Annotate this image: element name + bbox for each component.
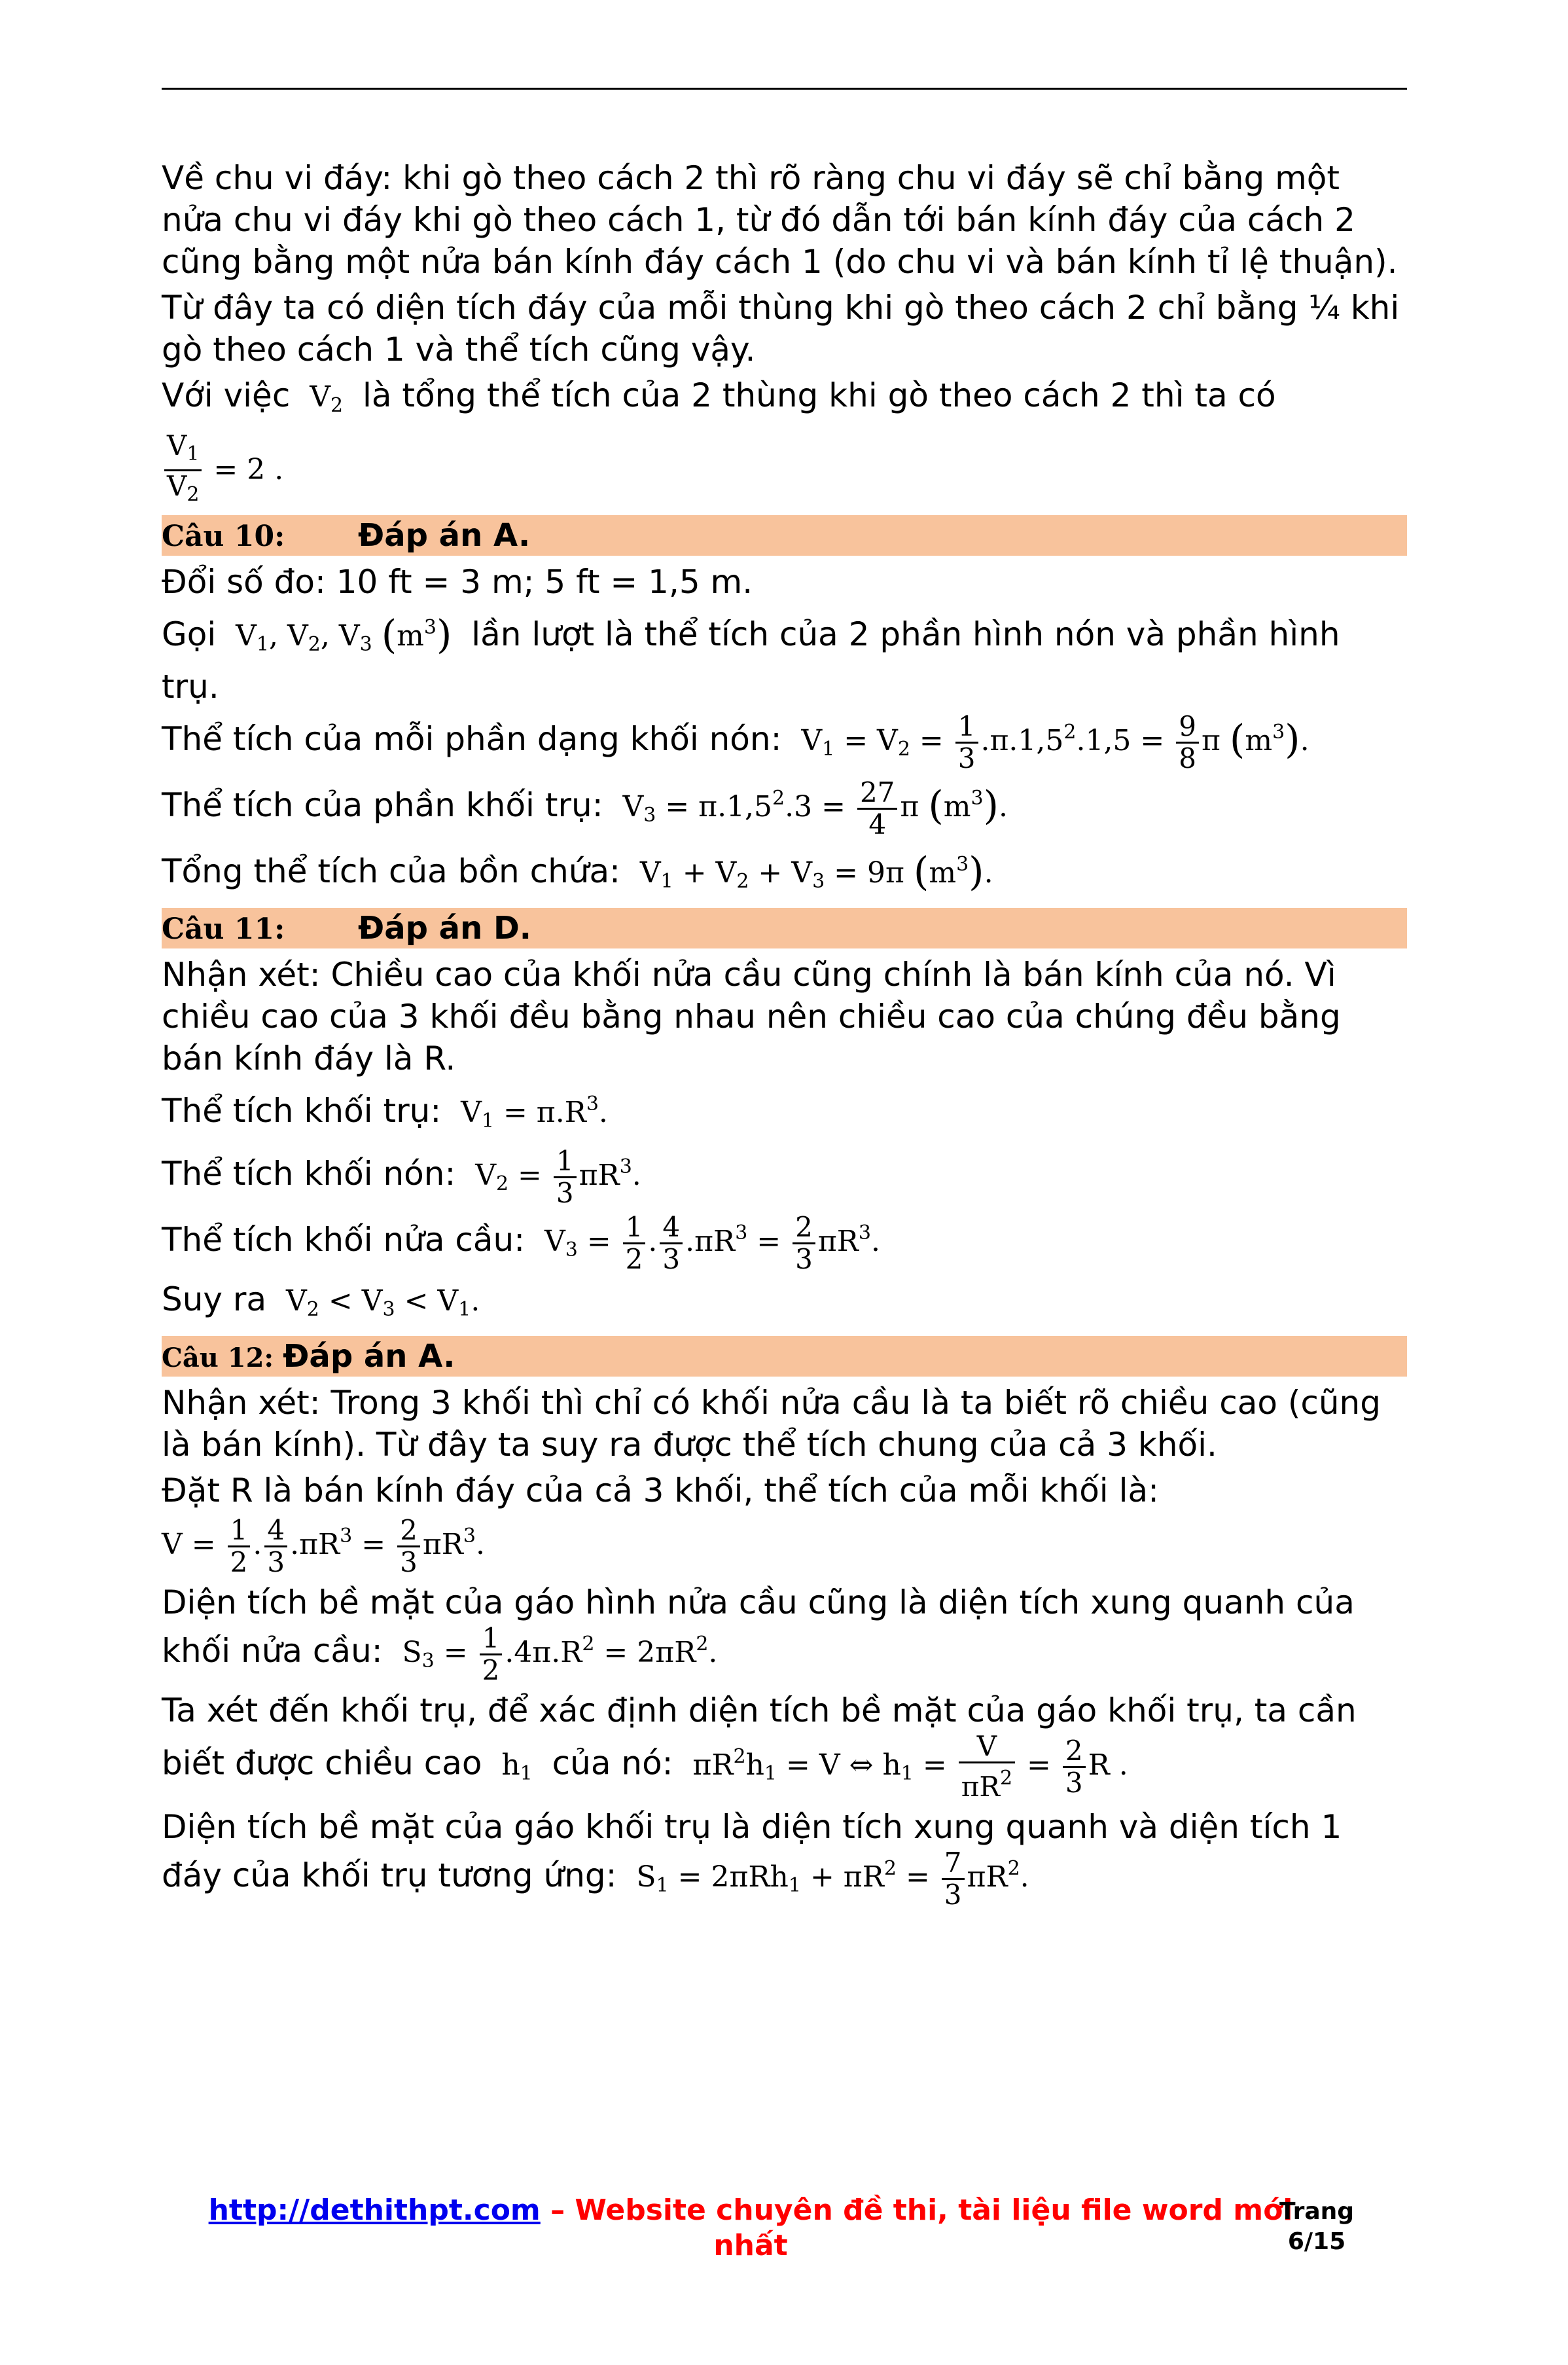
page-content (162, 157, 1407, 1914)
formula-v: V = $\frac{1}{2}$ . $\frac{4}{3}$ $.\pi R^3$ = $\frac{2}{3}$ $\pi R^3$. (162, 1514, 485, 1578)
text: Tổng thể tích của bồn chứa: (162, 852, 620, 890)
question-label: Câu 11: (162, 912, 285, 946)
paragraph-convert: Đổi số đo: 10 ft = 3 m; 5 ft = 1,5 m. (162, 563, 753, 601)
page-number: Trang 6/15 (1279, 2198, 1355, 2255)
formula-inequality: $V_2 < V_3 < V_1$. (277, 1284, 480, 1321)
paragraph-conclusion (162, 1278, 1407, 1331)
formula-h1: $h_1$ (492, 1748, 533, 1785)
answer-label: Đáp án A. (283, 1338, 455, 1375)
website-tagline: – Website chuyên đề thi, tài liệu file word mới nhất (540, 2193, 1293, 2262)
text: lần lượt là thể tích của 2 phần hình nón và phần hình trụ. (162, 615, 1340, 706)
question-10-header (162, 515, 1407, 556)
paragraph-cylinder (162, 1083, 1407, 1142)
formula-s3: $S_3$ = $\frac{1}{2}$ $.4\pi.R^2 = 2\pi R^2$. (393, 1622, 718, 1686)
text: Ta xét đến khối trụ, để xác định diện tích bề mặt của gáo khối trụ, ta cần biết được chiều cao (162, 1691, 1357, 1782)
footer-line (194, 2193, 1307, 2264)
text: Gọi (162, 615, 217, 653)
header-rule (162, 88, 1407, 90)
text: là tổng thể tích của 2 thùng khi gò theo cách 2 thì ta có (363, 376, 1276, 414)
text: Suy ra (162, 1280, 267, 1318)
formula-ratio: $\frac{V_1}{V_2}$ = 2 . (162, 431, 1407, 510)
paragraph-cylinder-volume (162, 778, 1407, 840)
formula-v2: $V_2$ (300, 380, 344, 417)
formula-s1: $S_1 = 2\pi Rh_1 + \pi R^2$ = $\frac{7}{3}$ $\pi R^2$. (627, 1847, 1029, 1911)
question-label: Câu 12: (162, 1343, 274, 1373)
paragraph-total-volume (162, 844, 1407, 903)
paragraph-define-volumes (162, 607, 1407, 708)
paragraph-cone (162, 1146, 1407, 1208)
paragraph-radius: Đặt R là bán kính đáy của cả 3 khối, thể tích của mỗi khối là: (162, 1471, 1159, 1509)
text: Thể tích khối trụ: (162, 1092, 442, 1130)
formula-v1: $V_1 = \pi.R^3$. (452, 1092, 608, 1132)
paragraph-cylinder-height (162, 1689, 1407, 1802)
formula-cone: $V_1 = V_2$ = $\frac{1}{3}$ $.\pi.1,5^2.1,5$ = $\frac{9}{8}$ π $(m^3)$. (792, 710, 1310, 774)
formula-v2: $V_2$ = $\frac{1}{3}$ $\pi R^3$. (466, 1145, 641, 1209)
text: Với việc (162, 376, 291, 414)
formula-v123: $V_1$, $V_2$, $V_3$ $(m^3)$ (226, 612, 452, 658)
formula-cylinder: $V_3 = \pi.1,5^2.3$ = $\frac{27}{4}$ π $(m^3)$. (613, 776, 1008, 840)
text: của nó: (552, 1744, 673, 1782)
text: Thể tích khối nửa cầu: (162, 1221, 526, 1259)
text: Diện tích bề mặt của gáo hình nửa cầu cũng là diện tích xung quanh của khối nửa cầu: (162, 1583, 1355, 1670)
website-link[interactable]: http://dethithpt.com (208, 2193, 541, 2227)
text: Thể tích của mỗi phần dạng khối nón: (162, 720, 782, 758)
text: Thể tích của phần khối trụ: (162, 786, 603, 824)
paragraph-cylinder-area (162, 1806, 1407, 1910)
paragraph-perimeter: Về chu vi đáy: khi gò theo cách 2 thì rõ ràng chu vi đáy sẽ chỉ bằng một nửa chu vi đáy khi gò theo cách 1, từ đó dẫn tới bán kính đáy của cách 2 cũng bằng một nửa bán kính đáy cách 1 (do chu vi và bán kính tỉ lệ thuận). (162, 159, 1398, 281)
paragraph-volume-intro (162, 374, 1407, 427)
question-12-header (162, 1336, 1407, 1377)
fraction-v1-v2: $\frac{V_1}{V_2}$ (164, 431, 202, 510)
paragraph-hemisphere-area (162, 1581, 1407, 1686)
paragraph-remark: Nhận xét: Trong 3 khối thì chỉ có khối nửa cầu là ta biết rõ chiều cao (cũng là bán kính). Từ đây ta suy ra được thể tích chung của cả 3 khối. (162, 1384, 1381, 1464)
answer-label: Đáp án D. (358, 910, 532, 947)
paragraph-remark: Nhận xét: Chiều cao của khối nửa cầu cũng chính là bán kính của nó. Vì chiều cao của 3 khối đều bằng nhau nên chiều cao của chúng đều bằng bán kính đáy là R. (162, 956, 1341, 1077)
paragraph-area: Từ đây ta có diện tích đáy của mỗi thùng khi gò theo cách 2 chỉ bằng ¼ khi gò theo cách 1 và thể tích cũng vậy. (162, 289, 1400, 369)
formula-height: $\pi R^2h_1 = V$ ⇔ $h_1$ = $\frac{V}{\pi R^2}$ = $\frac{2}{3}$ R . (683, 1730, 1128, 1803)
question-11-header (162, 908, 1407, 948)
text: Thể tích khối nón: (162, 1155, 456, 1193)
answer-label: Đáp án A. (358, 517, 531, 554)
formula-volume (162, 1515, 1407, 1578)
formula-total: $V_1 + V_2 + V_3 = 9\pi$ $(m^3)$. (630, 849, 993, 895)
paragraph-hemisphere (162, 1212, 1407, 1274)
text: Diện tích bề mặt của gáo khối trụ là diện tích xung quanh và diện tích 1 đáy của khối trụ tương ứng: (162, 1808, 1342, 1894)
formula-v3: $V_3$ = $\frac{1}{2}$ . $\frac{4}{3}$ $.\pi R^3$ = $\frac{2}{3}$ $\pi R^3$. (535, 1211, 880, 1275)
paragraph-cone-volume (162, 712, 1407, 774)
question-label: Câu 10: (162, 520, 285, 553)
